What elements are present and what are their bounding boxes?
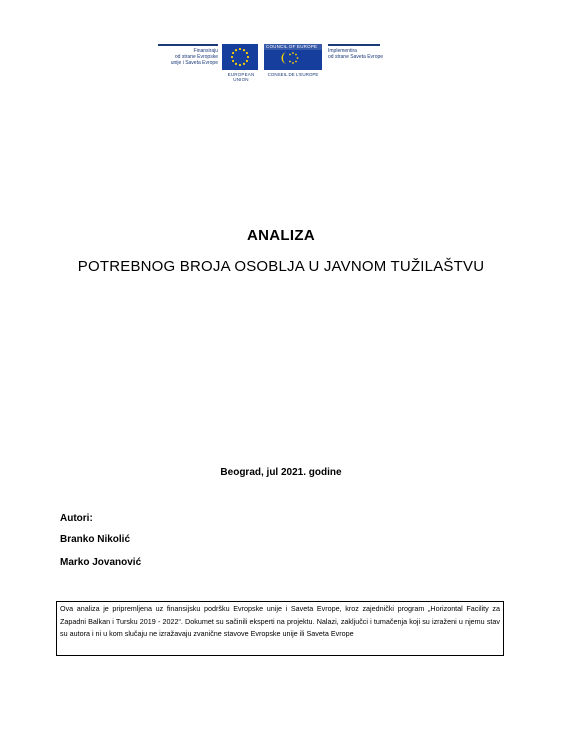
place-and-date: Beograd, jul 2021. godine bbox=[220, 467, 342, 478]
disclaimer-box bbox=[56, 601, 504, 656]
eu-flag-icon bbox=[222, 44, 258, 70]
funded-by-text bbox=[158, 48, 218, 74]
implemented-by-text bbox=[328, 48, 384, 74]
disclaimer-text: Ova analiza je pripremljena uz finansijsku podršku Evropske unije i Saveta Evrope, kroz zajednički program „Horizontal Facility za Zapadni Balkan i Tursku 2019 - 2022“. Dokumet su sačinili eksperti na projektu. Nalazi, zaključci i tumačenja koji su izraženi u njemu stav su autora i ni u kom slučaju ne izražavaju zvanične stavove Evropske unije ili Saveta Evrope bbox=[60, 604, 500, 638]
funded-by-line-3: unije i Saveta Evrope bbox=[170, 60, 218, 66]
author-name: Branko Nikolić bbox=[60, 534, 131, 545]
coe-top-text: COUNCIL OF EUROPE bbox=[266, 44, 318, 49]
funded-by-line-2: od strane Evropske bbox=[174, 54, 218, 60]
implemented-by-line-1: Implementira bbox=[328, 48, 357, 54]
funded-by-line-1: Finansiraju bbox=[193, 48, 218, 54]
council-of-europe-logo-icon bbox=[264, 44, 322, 70]
header-logo-strip bbox=[158, 44, 384, 82]
authors-label: Autori: bbox=[60, 513, 93, 524]
document-subtitle: POTREBNOG BROJA OSOBLJA U JAVNOM TUŽILAŠTVU bbox=[77, 258, 485, 275]
divider-line bbox=[158, 44, 218, 46]
coe-caption: CONSEIL DE L'EUROPE bbox=[267, 72, 319, 77]
document-title: ANALIZA bbox=[247, 227, 315, 244]
divider-line bbox=[328, 44, 380, 46]
implemented-by-line-2: od strane Saveta Evrope bbox=[328, 54, 384, 60]
eu-caption: EUROPEAN UNION bbox=[227, 72, 255, 82]
author-name: Marko Jovanović bbox=[60, 557, 142, 568]
